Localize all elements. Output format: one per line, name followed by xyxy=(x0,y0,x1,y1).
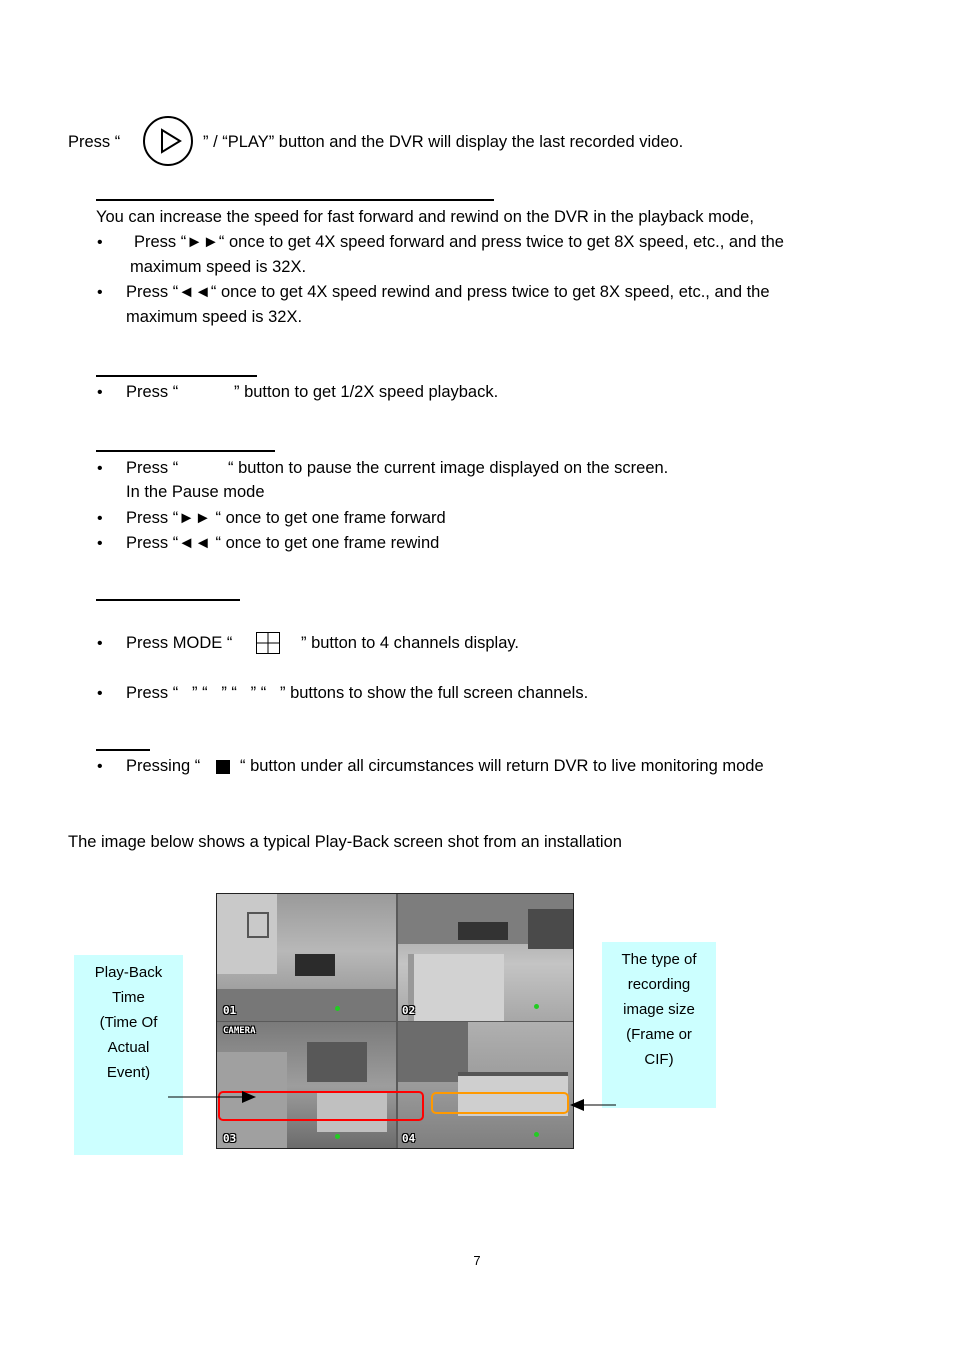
fast-item-1-line-1: Press “►►“ once to get 4X speed forward and press twice to get 8X speed, etc., and the xyxy=(134,233,784,251)
camera-overlay-text: CAMERA xyxy=(223,1026,256,1036)
camera-view-04 xyxy=(398,1022,574,1149)
page-number: 7 xyxy=(473,1253,481,1268)
stop-item-before: Pressing “ xyxy=(126,757,201,775)
slow-item-before: Press “ xyxy=(126,383,179,401)
callout-line: (Frame or xyxy=(626,1026,692,1043)
image-size-callout xyxy=(602,942,716,1108)
record-indicator xyxy=(534,1004,539,1009)
bullet: • xyxy=(97,284,103,301)
record-indicator xyxy=(335,1006,340,1011)
intro-text-after: ” / “PLAY” button and the DVR will display the last recorded video. xyxy=(203,133,684,151)
play-icon xyxy=(143,116,193,166)
pause-item-3: Press “◄◄ “ once to get one frame rewind xyxy=(126,534,440,552)
arrow-right-icon xyxy=(168,1088,258,1106)
callout-line: Event) xyxy=(106,1064,151,1081)
callout-line: recording xyxy=(627,976,691,993)
arrow-left-icon xyxy=(568,1096,618,1114)
stop-item-after: “ button under all circumstances will return DVR to live monitoring mode xyxy=(240,757,764,775)
channel-label: 02 xyxy=(402,1004,416,1017)
record-indicator xyxy=(335,1134,340,1139)
stop-icon xyxy=(216,760,230,774)
fast-item-1-line-2: maximum speed is 32X. xyxy=(130,258,307,276)
slow-item-after: ” button to get 1/2X speed playback. xyxy=(234,383,499,401)
callout-line: image size xyxy=(623,1001,695,1018)
pause-section-heading-rule xyxy=(96,450,275,452)
channel-label: 03 xyxy=(223,1132,237,1145)
pause-item-2: Press “►► “ once to get one frame forward xyxy=(126,509,446,527)
callout-line: Time xyxy=(112,989,145,1006)
bullet: • xyxy=(97,384,103,401)
camera-view-03 xyxy=(217,1022,396,1149)
image-size-highlight xyxy=(431,1092,569,1114)
bullet: • xyxy=(97,510,103,527)
dvr-playback-screenshot xyxy=(216,893,574,1149)
pause-item-1-before: Press “ xyxy=(126,459,179,477)
mode-item-1-after: ” button to 4 channels display. xyxy=(301,634,519,652)
quad-view-icon xyxy=(256,632,280,654)
channel-label: 04 xyxy=(402,1132,416,1145)
pause-item-1-after: “ button to pause the current image displayed on the screen. xyxy=(228,459,669,477)
camera-view-02 xyxy=(398,894,574,1021)
callout-line: Play-Back xyxy=(94,964,163,981)
pause-mode-note: In the Pause mode xyxy=(126,483,265,501)
bullet: • xyxy=(97,758,103,775)
bullet: • xyxy=(97,234,103,251)
fast-item-2-line-1: Press “◄◄“ once to get 4X speed rewind and press twice to get 8X speed, etc., and the xyxy=(126,283,770,301)
callout-line: CIF) xyxy=(644,1051,674,1068)
callout-line: The type of xyxy=(621,951,697,968)
record-indicator xyxy=(534,1132,539,1137)
fast-section-heading-rule xyxy=(96,199,494,201)
bullet: • xyxy=(97,635,103,652)
bullet: • xyxy=(97,460,103,477)
callout-line: (Time Of xyxy=(99,1014,158,1031)
playback-time-callout xyxy=(74,955,183,1155)
bullet: • xyxy=(97,535,103,552)
figure-caption: The image below shows a typical Play-Back screen shot from an installation xyxy=(68,833,622,851)
callout-line: Actual xyxy=(107,1039,150,1056)
mode-section-heading-rule xyxy=(96,599,240,601)
mode-item-1-before: Press MODE “ xyxy=(126,634,233,652)
stop-section-heading-rule xyxy=(96,749,150,751)
intro-text-before: Press “ xyxy=(68,133,121,151)
fast-item-2-line-2: maximum speed is 32X. xyxy=(126,308,303,326)
channel-label: 01 xyxy=(223,1004,237,1017)
camera-view-01 xyxy=(217,894,396,1021)
bullet: • xyxy=(97,685,103,702)
slow-section-heading-rule xyxy=(96,375,257,377)
fast-section-intro: You can increase the speed for fast forward and rewind on the DVR in the playback mode, xyxy=(96,208,754,226)
mode-item-2: Press “ ” “ ” “ ” “ ” buttons to show the full screen channels. xyxy=(126,684,589,702)
